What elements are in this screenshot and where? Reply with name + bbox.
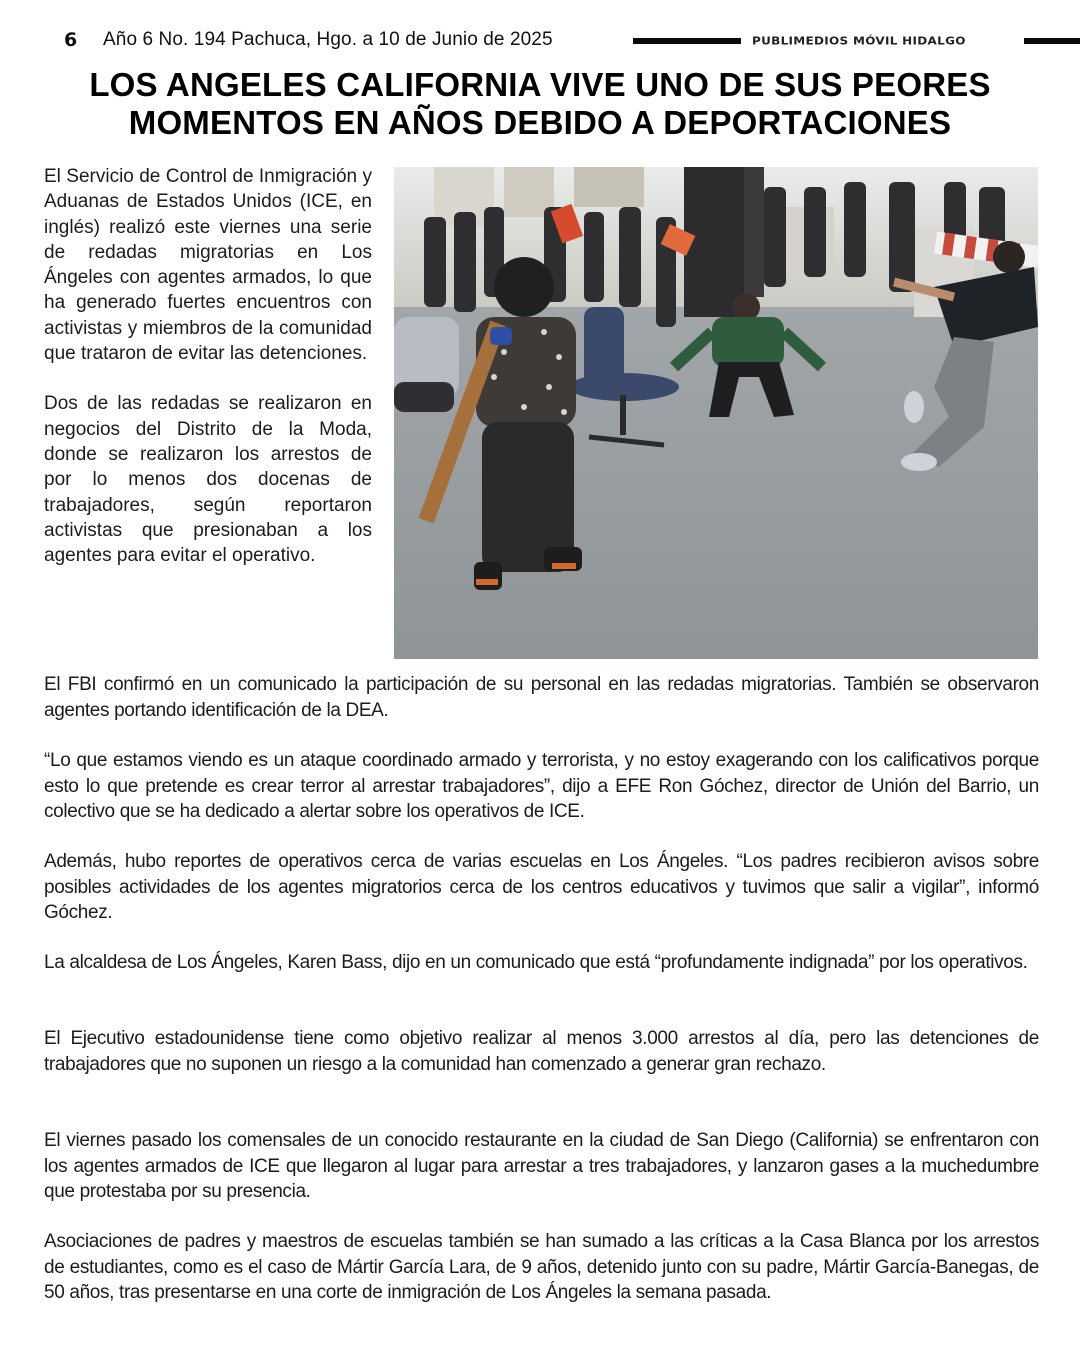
article-body [44,849,1039,926]
article-body [44,1229,1039,1306]
article-body [44,748,1039,825]
article-headline [0,66,1080,142]
article-photo [394,167,1038,659]
article-paragraph: El Servicio de Control de Inmigración y Aduanas de Estados Unidos (ICE, en inglés) realizó este viernes una serie de redadas migratorias en Los Ángeles con agentes armados, lo que ha generado fuertes encuentros con activistas y miembros de la comunidad que trataron de evitar las detenciones. [44,166,372,365]
article-column-left [44,164,372,593]
protest-scene-illustration [394,167,1038,659]
header-rule-left [633,38,741,44]
headline-line-1: LOS ANGELES CALIFORNIA VIVE UNO DE SUS PEORES [89,66,991,103]
article-body [44,1128,1039,1205]
article-paragraph: Además, hubo reportes de operativos cerca de varias escuelas en Los Ángeles. “Los padres recibieron avisos sobre posibles actividades de los agentes migratorios cerca de los centros educativos y tuvimos que salir a vigilar”, informó Góchez. [44,851,1039,923]
publication-name: PUBLIMEDIOS MÓVIL HIDALGO [752,35,966,47]
article-paragraph: La alcaldesa de Los Ángeles, Karen Bass, dijo en un comunicado que está “profundamente indignada” por los operativos. [44,952,1028,973]
header-rule-right [1024,38,1080,44]
article-body [44,950,1039,976]
article-body [44,1026,1039,1077]
headline-line-2: MOMENTOS EN AÑOS DEBIDO A DEPORTACIONES [128,104,952,141]
article-paragraph: Dos de las redadas se realizaron en negocios del Distrito de la Moda, donde se realizaron los arrestos de por lo menos dos docenas de trabajadores, según reportaron activistas que presionaban a los agentes para evitar el operativo. [44,393,372,567]
page-number: 6 [64,29,78,51]
article-body [44,672,1039,723]
page-header [0,26,1080,56]
article-paragraph: El viernes pasado los comensales de un conocido restaurante en la ciudad de San Diego (California) se enfrentaron con los agentes armados de ICE que llegaron al lugar para arrestar a tres trabajadores, y lanzaron gases a la muchedumbre que protestaba por su presencia. [44,1130,1039,1202]
article-paragraph: “Lo que estamos viendo es un ataque coordinado armado y terrorista, y no estoy exagerando con los calificativos porque esto lo que pretende es crear terror al arrestar trabajadores”, dijo a EFE Ron Góchez, director de Unión del Barrio, un colectivo que se ha dedicado a alertar sobre los operativos de ICE. [44,750,1039,822]
issue-info: Año 6 No. 194 Pachuca, Hgo. a 10 de Junio de 2025 [103,29,553,50]
article-paragraph: El Ejecutivo estadounidense tiene como objetivo realizar al menos 3.000 arrestos al día, pero las detenciones de trabajadores que no suponen un riesgo a la comunidad han comenzado a generar gran rechazo. [44,1028,1039,1075]
article-paragraph: El FBI confirmó en un comunicado la participación de su personal en las redadas migratorias. También se observaron agentes portando identificación de la DEA. [44,674,1039,721]
article-paragraph: Asociaciones de padres y maestros de escuelas también se han sumado a las críticas a la Casa Blanca por los arrestos de estudiantes, como es el caso de Mártir García Lara, de 9 años, detenido junto con su padre, Mártir García-Banegas, de 50 años, tras presentarse en una corte de inmigración de Los Ángeles la semana pasada. [44,1231,1039,1303]
